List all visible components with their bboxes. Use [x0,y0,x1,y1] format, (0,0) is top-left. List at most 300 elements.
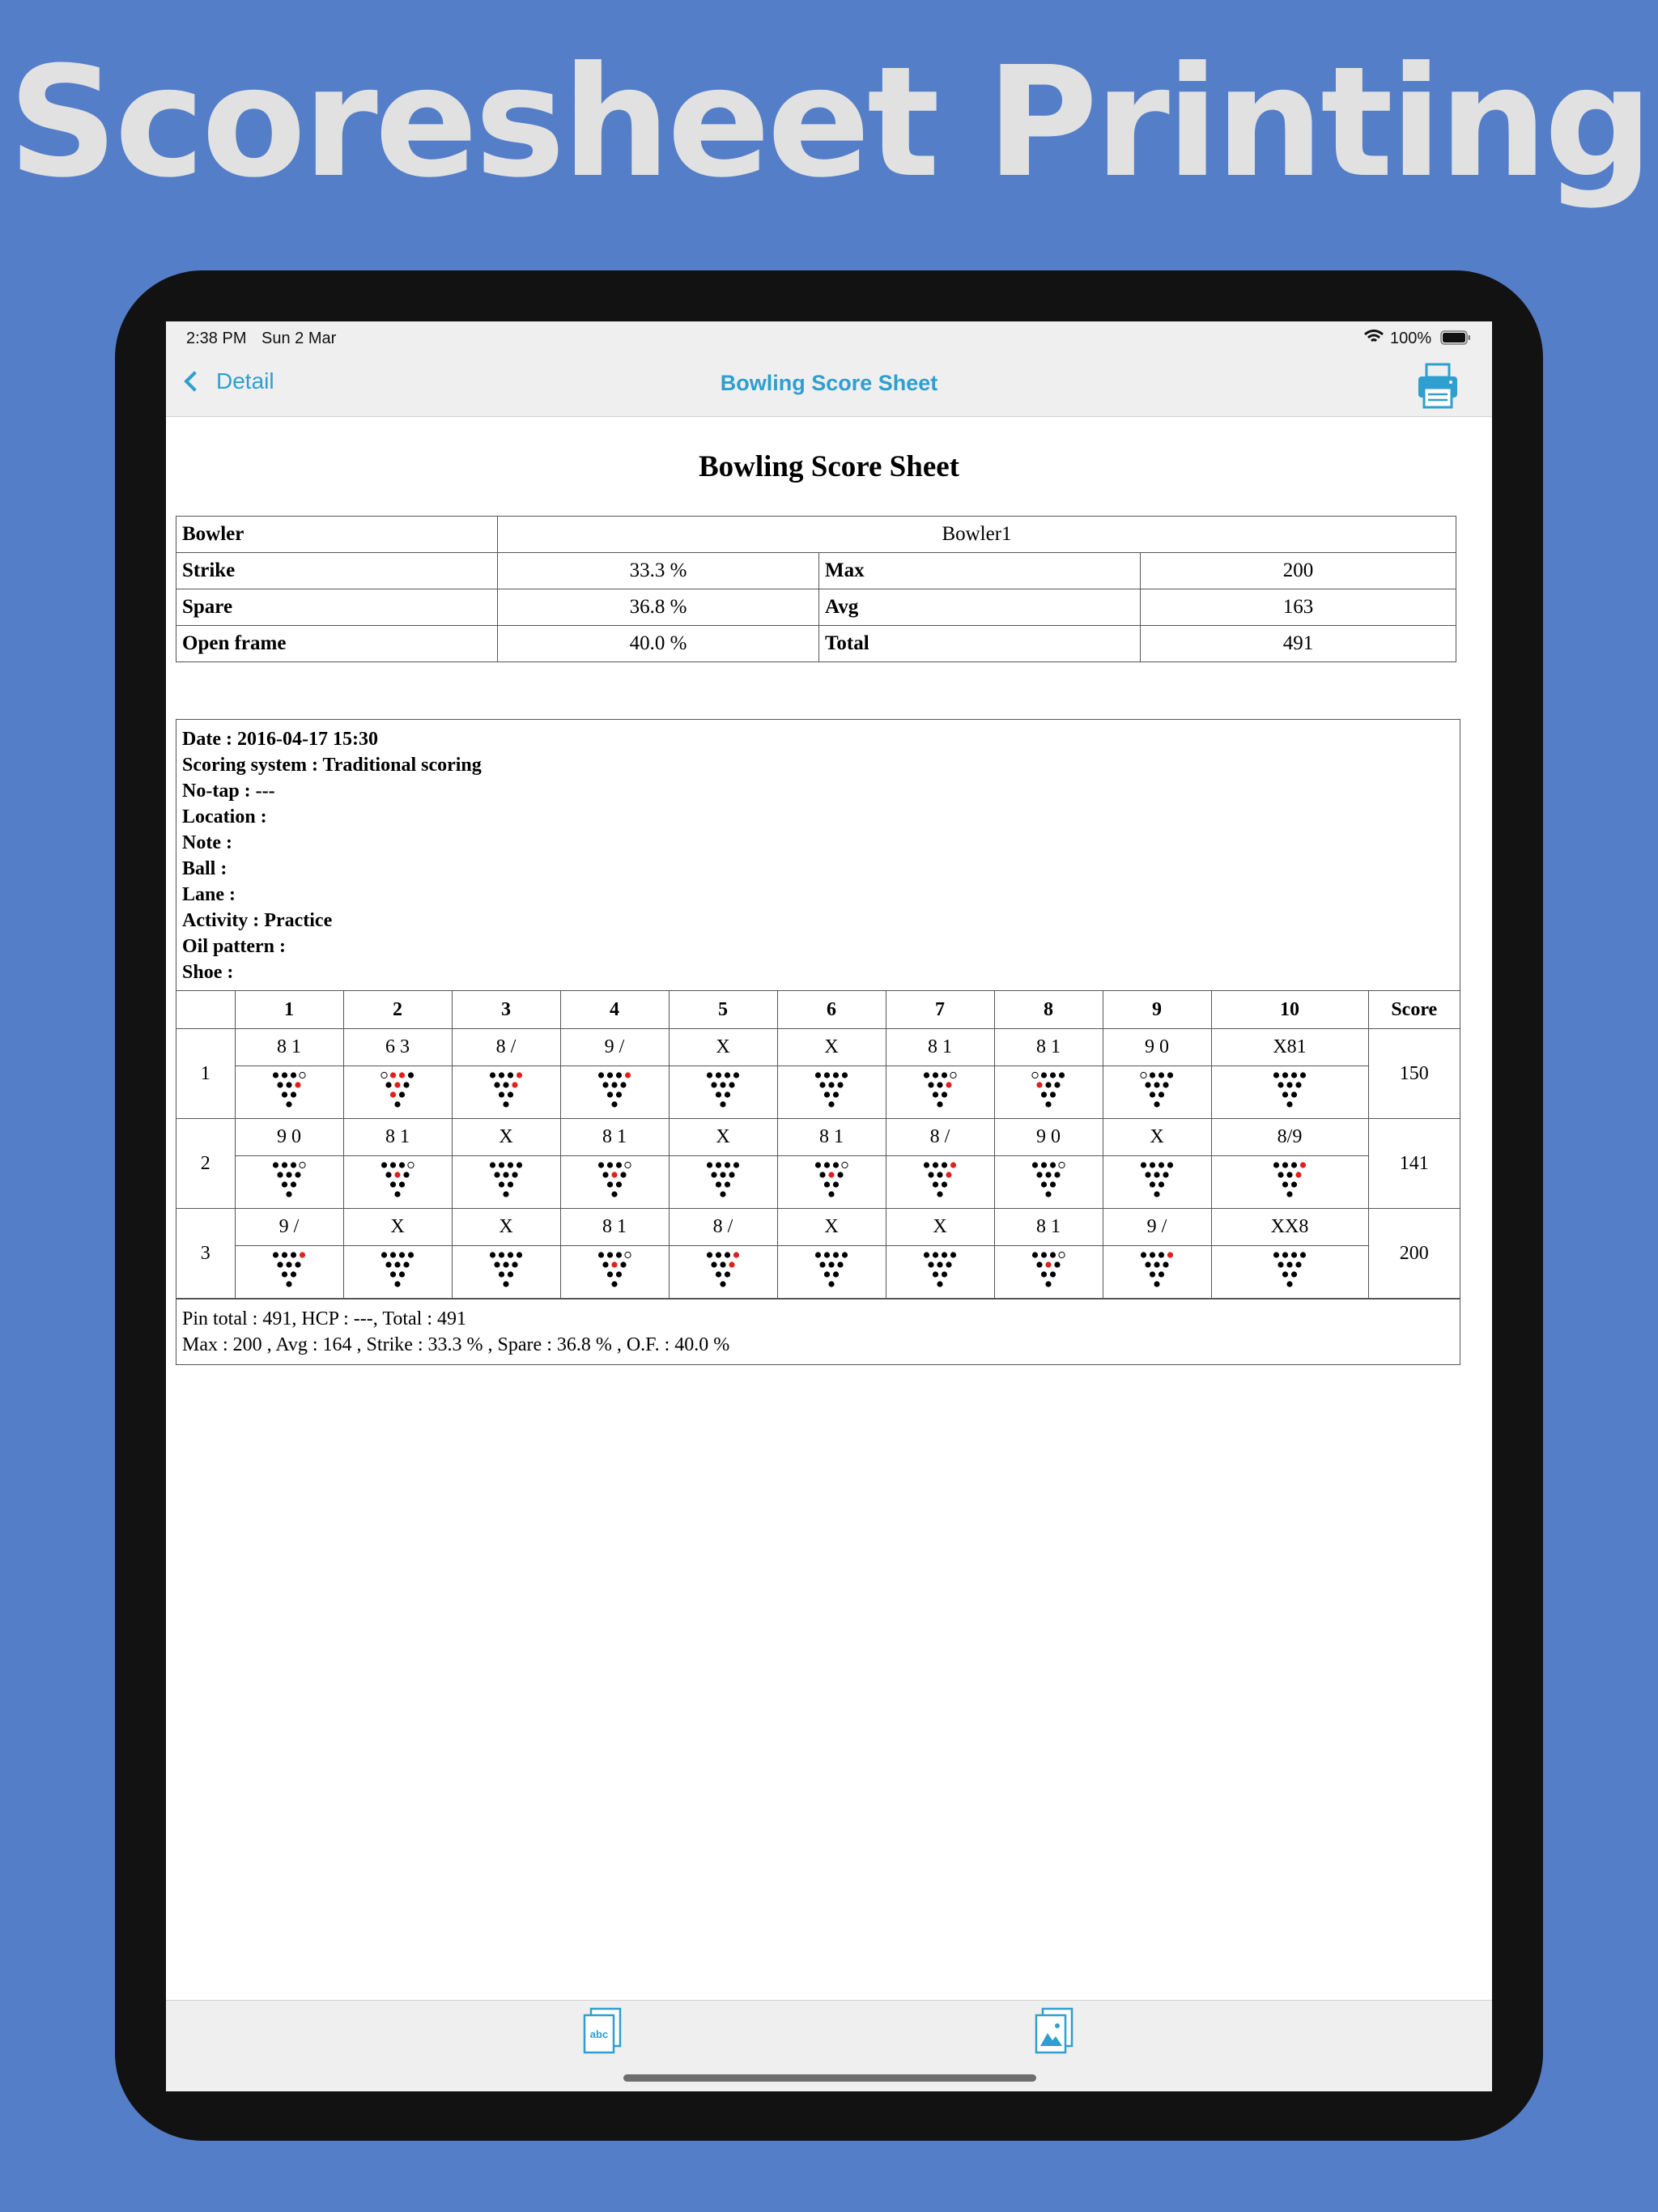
pin-mark [291,1091,296,1097]
pin-mark [937,1281,942,1287]
frame-pin-diagram [1103,1066,1211,1119]
pin-mark [1041,1072,1047,1078]
frame-pin-diagram [452,1246,560,1299]
pin-mark [937,1082,942,1087]
info-ball: Ball : [182,858,227,879]
pin-triangle [918,1159,962,1201]
pin-mark [1163,1261,1168,1267]
pin-mark [503,1261,508,1267]
pin-mark [1163,1172,1168,1177]
pin-mark [381,1252,387,1257]
pin-spare-mark [1167,1252,1173,1257]
pin-mark [399,1091,405,1097]
promo-title: Scoresheet Printing [8,34,1650,211]
score-header: Score [1368,991,1460,1029]
pin-mark [390,1162,396,1168]
pin-diagram-row [176,1066,1460,1119]
nav-title: Bowling Score Sheet [720,371,938,395]
pin-spare-mark [625,1072,631,1078]
pin-diagram-row [176,1246,1460,1299]
pin-mark [725,1271,730,1277]
game-number-header [176,991,235,1029]
pin-mark [598,1162,604,1168]
pin-triangle [810,1159,853,1201]
pin-mark [833,1162,839,1168]
export-text-button[interactable] [582,2007,623,2054]
pin-mark [1145,1082,1150,1087]
pin-mark [1154,1261,1159,1267]
bowler-label: Bowler [176,517,498,553]
pin-spare-mark [1295,1172,1301,1177]
pin-mark [707,1252,712,1257]
pin-mark [620,1082,626,1087]
pin-mark [611,1281,617,1287]
pin-mark [837,1082,843,1087]
pin-mark [924,1072,929,1078]
pin-mark [828,1261,834,1267]
pin-mark [1286,1172,1292,1177]
pin-mark [273,1162,278,1168]
pin-mark [1145,1261,1150,1267]
pin-spare-mark [394,1082,400,1087]
pin-mark [1150,1072,1155,1078]
pin-mark [720,1172,725,1177]
pin-mark [837,1172,843,1177]
status-time: 2:38 PM [186,330,247,347]
pin-mark [1273,1072,1279,1078]
pin-triangle [1135,1249,1179,1291]
pin-diagram-row [176,1156,1460,1209]
pin-mark [1278,1082,1283,1087]
frame-pin-diagram [560,1156,669,1209]
pin-mark [1278,1261,1283,1267]
pin-mark [494,1082,500,1087]
pin-mark [1158,1252,1164,1257]
pin-mark [720,1191,725,1197]
pin-triangle [267,1249,311,1291]
frame-pin-diagram [1211,1156,1368,1209]
pin-mark [937,1172,942,1177]
frame-rolls: X [777,1029,886,1066]
pin-spare-mark [946,1172,951,1177]
pin-mark [1295,1082,1301,1087]
frame-rolls: 9 / [235,1209,343,1246]
pin-open-mark [300,1162,305,1168]
pin-spare-mark [1300,1162,1306,1168]
pin-mark [611,1082,617,1087]
frame-pin-diagram [343,1156,452,1209]
pin-mark [1300,1072,1306,1078]
navigation-bar [166,354,1492,417]
pin-mark [598,1252,604,1257]
pin-mark [842,1252,848,1257]
pin-triangle [1027,1069,1070,1111]
pin-mark [833,1091,839,1097]
frame-rolls: X [886,1209,994,1246]
pin-mark [937,1101,942,1107]
pin-mark [833,1181,839,1187]
pin-mark [282,1072,287,1078]
pin-triangle [810,1069,853,1111]
frame-pin-diagram [560,1066,669,1119]
pin-mark [517,1252,522,1257]
pin-mark [282,1181,287,1187]
pin-open-mark [842,1162,848,1168]
pin-mark [824,1252,830,1257]
pin-mark [933,1181,938,1187]
pin-spare-mark [729,1261,734,1267]
pin-mark [1145,1172,1150,1177]
pin-mark [620,1172,626,1177]
pin-open-mark [1141,1072,1146,1078]
pin-mark [602,1261,608,1267]
pin-mark [273,1252,278,1257]
frame-pin-diagram [235,1246,343,1299]
frame-rolls: 9 / [1103,1209,1211,1246]
game-row [176,1119,1460,1156]
frame-pin-diagram [235,1066,343,1119]
frame-header: 8 [994,991,1103,1029]
pin-triangle [1027,1159,1070,1201]
pin-mark [720,1281,725,1287]
back-button-label: Detail [216,368,274,393]
frame-pin-diagram [777,1066,886,1119]
game-score: 150 [1368,1029,1460,1119]
pin-mark [512,1172,517,1177]
pin-mark [924,1252,929,1257]
pin-mark [1059,1072,1065,1078]
pin-open-mark [1059,1252,1065,1257]
frame-pin-diagram [1211,1246,1368,1299]
pin-mark [385,1082,391,1087]
frame-pin-diagram [669,1246,777,1299]
pin-triangle [810,1249,853,1291]
frame-pin-diagram [994,1066,1103,1119]
pin-mark [1041,1181,1047,1187]
series-footer [176,1299,1460,1364]
print-button[interactable] [1415,362,1460,410]
pin-spare-mark [300,1252,305,1257]
pin-mark [733,1072,739,1078]
pin-mark [508,1181,513,1187]
pin-mark [1032,1252,1038,1257]
pin-mark [937,1261,942,1267]
pin-mark [399,1162,405,1168]
pin-mark [277,1261,283,1267]
pin-spare-mark [1036,1082,1042,1087]
pin-mark [819,1172,825,1177]
info-note: Note : [182,832,232,853]
pin-mark [291,1271,296,1277]
pin-mark [499,1072,504,1078]
frame-rolls: X [343,1209,452,1246]
info-shoe: Shoe : [182,962,234,983]
pin-mark [286,1172,291,1177]
frame-header: 10 [1211,991,1368,1029]
game-score: 141 [1368,1119,1460,1209]
pin-mark [616,1091,622,1097]
pin-mark [295,1261,300,1267]
pin-mark [937,1191,942,1197]
frame-pin-diagram [886,1246,994,1299]
open-frame-label: Open frame [176,626,498,662]
pin-mark [711,1261,716,1267]
pin-triangle [593,1159,636,1201]
pin-mark [1282,1271,1288,1277]
pin-mark [725,1091,730,1097]
pin-triangle [701,1249,745,1291]
pin-mark [1045,1191,1051,1197]
frame-rolls: X [452,1209,560,1246]
pin-mark [824,1091,830,1097]
pin-mark [942,1271,947,1277]
pin-mark [286,1261,291,1267]
pin-mark [1273,1252,1279,1257]
pin-mark [729,1172,734,1177]
pin-mark [815,1072,821,1078]
pin-mark [828,1191,834,1197]
pin-mark [1050,1181,1056,1187]
pin-open-mark [381,1072,387,1078]
pin-mark [503,1172,508,1177]
pin-mark [1150,1162,1155,1168]
battery-icon [1440,330,1471,349]
pin-mark [286,1191,291,1197]
pin-mark [1050,1091,1056,1097]
pin-triangle [918,1249,962,1291]
pin-spare-mark [390,1091,396,1097]
pin-mark [494,1172,500,1177]
pin-mark [1278,1172,1283,1177]
pin-spare-mark [611,1172,617,1177]
pin-mark [716,1091,721,1097]
pin-mark [1050,1162,1056,1168]
pin-spare-mark [394,1172,400,1177]
export-image-button[interactable] [1034,2007,1074,2054]
pin-mark [1291,1271,1297,1277]
pin-mark [291,1181,296,1187]
pin-mark [1045,1281,1051,1287]
pin-mark [1286,1261,1292,1267]
pin-mark [598,1072,604,1078]
frame-header: 1 [235,991,343,1029]
pin-mark [394,1261,400,1267]
game-number: 3 [176,1209,235,1299]
pin-mark [942,1072,947,1078]
frame-rolls: XX8 [1211,1209,1368,1246]
pin-mark [291,1162,296,1168]
pin-mark [277,1082,283,1087]
frame-rolls: X [452,1119,560,1156]
pin-open-mark [625,1162,631,1168]
frames-table [176,990,1460,1299]
image-document-icon [1034,2007,1074,2054]
pin-mark [494,1261,500,1267]
pin-mark [933,1072,938,1078]
frame-rolls: X81 [1211,1029,1368,1066]
pin-mark [1286,1082,1292,1087]
pin-spare-mark [611,1261,617,1267]
pin-triangle [376,1159,419,1201]
max-label: Max [819,553,1141,589]
pin-open-mark [300,1072,305,1078]
frame-pin-diagram [777,1156,886,1209]
pin-mark [833,1072,839,1078]
frame-rolls: 8 1 [777,1119,886,1156]
frame-pin-diagram [994,1156,1103,1209]
frame-pin-diagram [343,1246,452,1299]
pin-mark [607,1271,613,1277]
pin-mark [824,1072,830,1078]
pin-mark [616,1162,622,1168]
pin-mark [1036,1261,1042,1267]
pin-mark [1141,1162,1146,1168]
pin-mark [711,1082,716,1087]
frame-header: 7 [886,991,994,1029]
text-document-icon [582,2007,623,2054]
info-scoring-system: Scoring system : Traditional scoring [182,755,482,776]
info-date: Date : 2016-04-17 15:30 [182,729,378,750]
pin-mark [924,1162,929,1168]
pin-mark [394,1101,400,1107]
pin-open-mark [408,1162,414,1168]
pin-mark [716,1072,721,1078]
frame-pin-diagram [886,1066,994,1119]
pin-mark [1054,1172,1060,1177]
pin-mark [607,1091,613,1097]
wifi-icon [1364,330,1384,348]
pin-mark [1041,1091,1047,1097]
frame-rolls: 8/9 [1211,1119,1368,1156]
pin-triangle [1135,1069,1179,1111]
pin-mark [1154,1082,1159,1087]
frame-header: 4 [560,991,669,1029]
pin-mark [399,1252,405,1257]
pin-mark [508,1091,513,1097]
pin-triangle [701,1159,745,1201]
pin-mark [381,1162,387,1168]
pin-triangle [267,1069,311,1111]
pin-mark [273,1072,278,1078]
pin-mark [1163,1082,1168,1087]
frame-rolls: 9 0 [1103,1029,1211,1066]
pin-mark [1150,1091,1155,1097]
pin-mark [707,1072,712,1078]
frame-rolls: X [669,1029,777,1066]
frame-header: 9 [1103,991,1211,1029]
pin-mark [607,1072,613,1078]
pin-mark [942,1091,947,1097]
pin-mark [503,1082,508,1087]
pin-mark [512,1261,517,1267]
strike-value: 33.3 % [498,553,819,589]
pin-mark [1282,1072,1288,1078]
pin-mark [928,1261,933,1267]
pin-mark [616,1271,622,1277]
pin-mark [282,1271,287,1277]
pin-mark [490,1072,495,1078]
pin-mark [1154,1191,1159,1197]
pin-triangle [484,1159,528,1201]
pin-mark [282,1091,287,1097]
spare-value: 36.8 % [498,589,819,626]
game-row [176,1209,1460,1246]
pin-mark [928,1172,933,1177]
pin-mark [394,1191,400,1197]
frame-pin-diagram [343,1066,452,1119]
pin-mark [499,1271,504,1277]
frame-pin-diagram [1103,1246,1211,1299]
pin-mark [725,1072,730,1078]
info-no-tap: No-tap : --- [182,781,275,802]
pin-triangle [376,1069,419,1111]
pin-mark [1286,1281,1292,1287]
pin-mark [1291,1252,1297,1257]
max-value: 200 [1141,553,1456,589]
frame-rolls: 8 / [669,1209,777,1246]
pin-mark [1045,1082,1051,1087]
pin-mark [1291,1072,1297,1078]
footer-stats: Max : 200 , Avg : 164 , Strike : 33.3 % , Spare : 36.8 % , O.F. : 40.0 % [182,1334,730,1355]
pin-mark [1291,1091,1297,1097]
pin-triangle [593,1249,636,1291]
pin-mark [286,1082,291,1087]
pin-triangle [484,1069,528,1111]
frame-rolls: 8 / [886,1119,994,1156]
pin-mark [720,1261,725,1267]
pin-mark [1286,1191,1292,1197]
pin-mark [1154,1281,1159,1287]
pin-mark [933,1162,938,1168]
avg-value: 163 [1141,589,1456,626]
pin-mark [1045,1172,1051,1177]
pin-mark [1158,1091,1164,1097]
pin-mark [842,1072,848,1078]
frame-pin-diagram [994,1246,1103,1299]
pin-mark [824,1181,830,1187]
pin-mark [291,1072,296,1078]
pin-mark [1158,1181,1164,1187]
pin-mark [620,1261,626,1267]
frame-header: 2 [343,991,452,1029]
pin-triangle [1268,1249,1312,1291]
pin-mark [390,1252,396,1257]
pin-mark [390,1181,396,1187]
pin-mark [499,1162,504,1168]
pin-spare-mark [390,1072,396,1078]
pin-mark [607,1181,613,1187]
pin-mark [1158,1072,1164,1078]
pin-mark [707,1162,712,1168]
pin-mark [295,1172,300,1177]
frame-rolls: X [669,1119,777,1156]
pin-mark [1154,1172,1159,1177]
total-label: Total [819,626,1141,662]
pin-mark [733,1162,739,1168]
pin-mark [282,1162,287,1168]
pin-open-mark [625,1252,631,1257]
pin-mark [282,1252,287,1257]
pin-mark [1032,1162,1038,1168]
frame-rolls: 8 1 [886,1029,994,1066]
pin-mark [408,1252,414,1257]
frame-pin-diagram [777,1246,886,1299]
pin-mark [1054,1261,1060,1267]
pin-mark [946,1261,951,1267]
pin-mark [286,1281,291,1287]
pin-mark [508,1271,513,1277]
pin-mark [616,1252,622,1257]
